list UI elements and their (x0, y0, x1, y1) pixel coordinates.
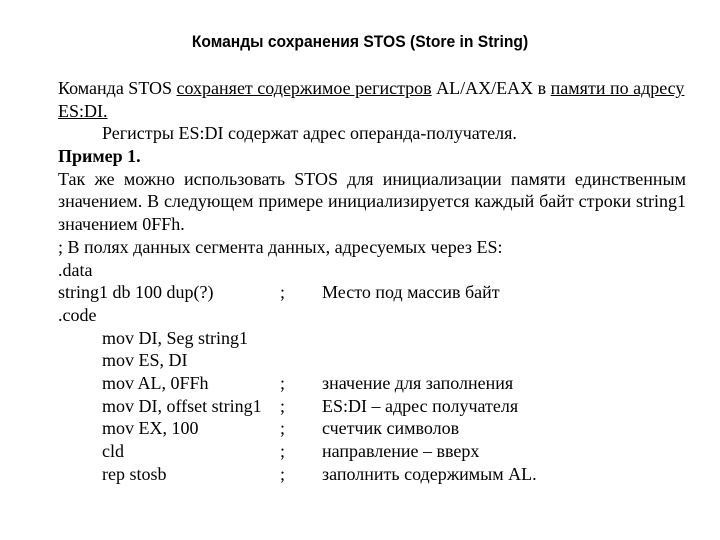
code-instruction (58, 372, 686, 395)
comment-separator: ; (280, 395, 286, 416)
intro-address-line (58, 100, 686, 123)
comment-separator: ; (280, 463, 286, 484)
code-comment: направление – вверх (322, 441, 480, 461)
comment-separator: ; (280, 441, 286, 461)
code-comment: ES:DI – адрес получателя (322, 395, 519, 416)
comment-separator: ; (280, 282, 286, 303)
comment-separator: ; (280, 372, 286, 393)
code-instruction (58, 327, 686, 350)
intro-text-1: Команда STOS (58, 78, 172, 98)
intro-address: ES:DI. (58, 100, 108, 121)
data-directive: .data (58, 259, 93, 280)
intro-text-2: сохраняет содержимое регистров (176, 78, 432, 98)
code-text: mov DI, offset string1 (102, 395, 262, 416)
code-text: string1 db 100 dup(?) (58, 282, 214, 303)
intro-text-4: в (537, 78, 547, 98)
code-instruction (58, 463, 686, 486)
code-text: mov AL, 0FFh (102, 372, 209, 393)
example-heading: Пример 1. (58, 146, 141, 167)
comment-separator: ; (280, 418, 286, 439)
code-comment: значение для заполнения (322, 372, 514, 393)
code-comment: счетчик символов (322, 418, 460, 439)
intro-text-5: памяти по адресу (550, 78, 685, 98)
code-comment-line: ; В полях данных сегмента данных, адресуемых через ES: (58, 236, 503, 257)
intro-line (58, 77, 686, 100)
code-text: mov DI, Seg string1 (102, 327, 248, 348)
example-paragraph-line-3: значением 0FFh. (58, 214, 185, 235)
document-body (58, 77, 686, 485)
code-comment: заполнить содержимым AL. (322, 463, 537, 484)
code-instruction (58, 417, 686, 440)
registers-note: Регистры ES:DI содержат адрес операнда-получателя. (102, 123, 517, 144)
code-comment: Место под массив байт (322, 282, 500, 303)
code-directive: .code (58, 304, 97, 325)
code-text: mov EX, 100 (102, 418, 199, 439)
code-instruction (58, 395, 686, 418)
code-declaration (58, 281, 686, 304)
intro-text-3: AL/AX/EAX (436, 78, 534, 98)
code-text: cld (102, 441, 124, 461)
example-paragraph-line-1: Так же можно использовать STOS для инициализации памяти единственным (58, 168, 686, 189)
code-text: rep stosb (102, 463, 167, 484)
example-paragraph-line-2: значением. В следующем примере инициализируется каждый байт строки string1 (58, 191, 686, 212)
page-title: Команды сохранения STOS (Store in String) (191, 32, 529, 51)
code-instruction (58, 440, 686, 463)
code-instruction (58, 349, 686, 372)
code-text: mov ES, DI (102, 350, 188, 371)
